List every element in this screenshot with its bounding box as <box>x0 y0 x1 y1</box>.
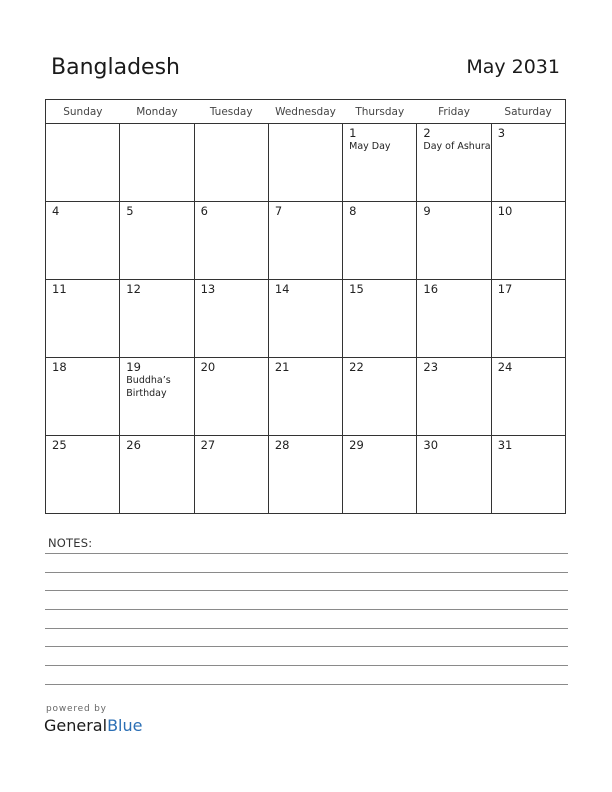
day-cell <box>194 280 268 358</box>
note-line <box>45 553 568 554</box>
day-cell <box>417 202 491 280</box>
day-cell <box>46 280 120 358</box>
weekday-sunday: Sunday <box>46 100 120 124</box>
day-number: 4 <box>52 204 60 218</box>
day-cell <box>491 124 565 202</box>
day-cell <box>194 124 268 202</box>
day-cell <box>268 280 342 358</box>
day-cell <box>120 436 194 514</box>
day-number: 24 <box>497 360 513 374</box>
day-number: 22 <box>349 360 364 374</box>
week-row <box>46 202 566 280</box>
note-line <box>45 572 568 573</box>
day-cell <box>417 358 491 436</box>
day-number: 26 <box>126 438 141 452</box>
day-cell <box>491 358 565 436</box>
day-number: 30 <box>423 438 439 452</box>
brand-general: General <box>44 716 108 735</box>
day-number: 13 <box>200 282 216 296</box>
day-number: 11 <box>52 282 67 296</box>
day-number: 23 <box>423 360 439 374</box>
note-line <box>45 590 568 591</box>
holiday-label: May Day <box>349 141 391 152</box>
day-number: 3 <box>497 126 506 140</box>
generalblue-logo <box>44 716 142 735</box>
day-number: 31 <box>497 438 513 452</box>
weekday-header-row <box>46 100 566 124</box>
day-cell <box>46 358 120 436</box>
day-number: 7 <box>274 204 283 218</box>
day-cell <box>120 124 194 202</box>
day-number: 18 <box>52 360 67 374</box>
day-number: 29 <box>349 438 364 452</box>
powered-by-text: powered by <box>46 704 107 714</box>
day-number: 5 <box>126 204 134 218</box>
day-cell <box>268 436 342 514</box>
day-cell <box>491 280 565 358</box>
holiday-label: Day of Ashura <box>423 141 491 152</box>
day-cell <box>268 202 342 280</box>
note-line <box>45 646 568 647</box>
day-number: 21 <box>274 360 290 374</box>
day-cell <box>268 124 342 202</box>
day-cell <box>417 436 491 514</box>
day-cell <box>343 358 417 436</box>
day-cell <box>343 280 417 358</box>
day-number: 16 <box>423 282 439 296</box>
calendar-grid <box>45 99 566 514</box>
day-number: 15 <box>349 282 364 296</box>
day-cell <box>268 358 342 436</box>
day-number: 25 <box>52 438 67 452</box>
weekday-thursday: Thursday <box>343 100 417 124</box>
day-cell <box>120 358 194 436</box>
note-line <box>45 665 568 666</box>
week-row <box>46 280 566 358</box>
day-number: 8 <box>349 204 357 218</box>
day-cell <box>491 436 565 514</box>
note-line <box>45 609 568 610</box>
day-cell <box>46 202 120 280</box>
day-cell <box>343 124 417 202</box>
day-number: 19 <box>126 360 141 374</box>
day-number: 12 <box>126 282 141 296</box>
day-cell <box>46 124 120 202</box>
holiday-label: Buddha’s Birthday <box>126 375 171 399</box>
weekday-friday: Friday <box>417 100 491 124</box>
day-number: 2 <box>423 126 431 140</box>
day-number: 14 <box>274 282 290 296</box>
week-row <box>46 124 566 202</box>
note-line <box>45 628 568 629</box>
day-number: 1 <box>349 126 357 140</box>
note-line <box>45 684 568 685</box>
day-cell <box>194 202 268 280</box>
week-row <box>46 436 566 514</box>
day-cell <box>120 202 194 280</box>
day-cell <box>417 280 491 358</box>
day-cell <box>343 202 417 280</box>
weekday-saturday: Saturday <box>491 100 565 124</box>
country-title: Bangladesh <box>51 55 180 80</box>
day-cell <box>194 358 268 436</box>
month-year-title: May 2031 <box>466 56 560 78</box>
day-number: 9 <box>423 204 431 218</box>
day-cell <box>491 202 565 280</box>
brand-blue: Blue <box>107 716 143 735</box>
notes-label: NOTES: <box>48 536 93 550</box>
day-number: 27 <box>200 438 216 452</box>
day-number: 10 <box>497 204 513 218</box>
week-row <box>46 358 566 436</box>
day-cell <box>417 124 491 202</box>
weekday-tuesday: Tuesday <box>194 100 268 124</box>
weekday-wednesday: Wednesday <box>268 100 342 124</box>
day-cell <box>343 436 417 514</box>
day-number: 17 <box>497 282 513 296</box>
weekday-monday: Monday <box>120 100 194 124</box>
day-number: 20 <box>200 360 216 374</box>
day-number: 6 <box>200 204 208 218</box>
day-number: 28 <box>274 438 290 452</box>
day-cell <box>194 436 268 514</box>
day-cell <box>46 436 120 514</box>
day-cell <box>120 280 194 358</box>
